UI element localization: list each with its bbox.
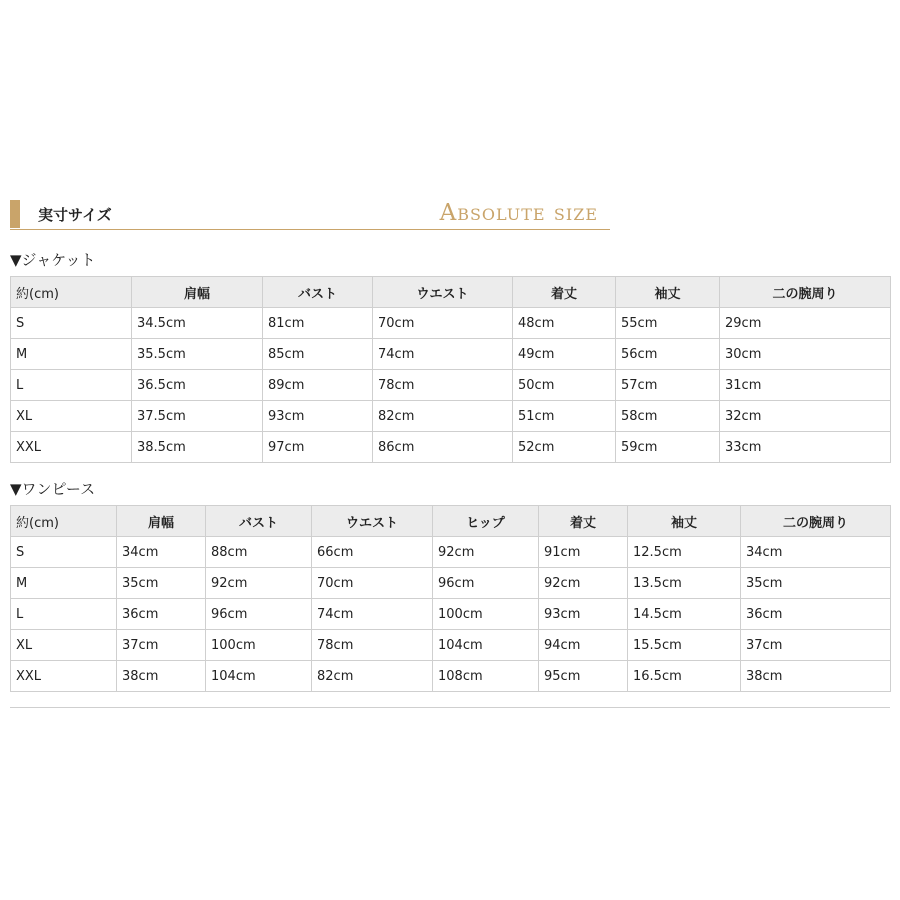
size-label-cell: L xyxy=(11,599,117,630)
size-label-cell: M xyxy=(11,568,117,599)
jacket-section-title: ▼ジャケット xyxy=(10,251,96,269)
measurement-cell: 50cm xyxy=(513,370,616,401)
measurement-cell: 52cm xyxy=(513,432,616,463)
measurement-cell: 35.5cm xyxy=(132,339,263,370)
measurement-cell: 88cm xyxy=(206,537,312,568)
measurement-cell: 91cm xyxy=(539,537,628,568)
table-row xyxy=(11,661,891,692)
measurement-cell: 38cm xyxy=(117,661,206,692)
column-header: 着丈 xyxy=(539,506,628,537)
table-header-row xyxy=(11,277,891,308)
measurement-cell: 57cm xyxy=(616,370,720,401)
measurement-cell: 32cm xyxy=(720,401,891,432)
table-row xyxy=(11,339,891,370)
column-header: 二の腕周り xyxy=(720,277,891,308)
header-english-title: Absolute size xyxy=(439,200,598,226)
table-row xyxy=(11,401,891,432)
onepiece-section-title: ▼ワンピース xyxy=(10,480,96,498)
column-header: 二の腕周り xyxy=(741,506,891,537)
measurement-cell: 96cm xyxy=(206,599,312,630)
measurement-cell: 33cm xyxy=(720,432,891,463)
measurement-cell: 34cm xyxy=(741,537,891,568)
section-header xyxy=(10,200,610,230)
measurement-cell: 89cm xyxy=(263,370,373,401)
measurement-cell: 16.5cm xyxy=(628,661,741,692)
column-header: バスト xyxy=(206,506,312,537)
measurement-cell: 85cm xyxy=(263,339,373,370)
measurement-cell: 49cm xyxy=(513,339,616,370)
measurement-cell: 82cm xyxy=(312,661,433,692)
header-title: 実寸サイズ xyxy=(38,206,112,224)
measurement-cell: 92cm xyxy=(433,537,539,568)
measurement-cell: 86cm xyxy=(373,432,513,463)
measurement-cell: 82cm xyxy=(373,401,513,432)
header-underline xyxy=(10,229,610,230)
table-row xyxy=(11,537,891,568)
column-header: 着丈 xyxy=(513,277,616,308)
column-header: 肩幅 xyxy=(132,277,263,308)
size-label-cell: XL xyxy=(11,630,117,661)
size-label-cell: L xyxy=(11,370,132,401)
measurement-cell: 31cm xyxy=(720,370,891,401)
measurement-cell: 37cm xyxy=(117,630,206,661)
size-label-cell: S xyxy=(11,308,132,339)
measurement-cell: 13.5cm xyxy=(628,568,741,599)
size-label-cell: XXL xyxy=(11,432,132,463)
column-header: 袖丈 xyxy=(628,506,741,537)
column-header: ヒップ xyxy=(433,506,539,537)
measurement-cell: 92cm xyxy=(206,568,312,599)
measurement-cell: 97cm xyxy=(263,432,373,463)
measurement-cell: 100cm xyxy=(206,630,312,661)
measurement-cell: 12.5cm xyxy=(628,537,741,568)
measurement-cell: 35cm xyxy=(741,568,891,599)
measurement-cell: 36cm xyxy=(741,599,891,630)
table-row xyxy=(11,599,891,630)
measurement-cell: 36.5cm xyxy=(132,370,263,401)
table-row xyxy=(11,432,891,463)
measurement-cell: 108cm xyxy=(433,661,539,692)
measurement-cell: 29cm xyxy=(720,308,891,339)
measurement-cell: 37cm xyxy=(741,630,891,661)
measurement-cell: 74cm xyxy=(312,599,433,630)
measurement-cell: 38cm xyxy=(741,661,891,692)
table-header-row xyxy=(11,506,891,537)
measurement-cell: 70cm xyxy=(312,568,433,599)
measurement-cell: 56cm xyxy=(616,339,720,370)
size-label-cell: S xyxy=(11,537,117,568)
measurement-cell: 74cm xyxy=(373,339,513,370)
measurement-cell: 94cm xyxy=(539,630,628,661)
size-label-cell: XL xyxy=(11,401,132,432)
measurement-cell: 96cm xyxy=(433,568,539,599)
measurement-cell: 81cm xyxy=(263,308,373,339)
measurement-cell: 100cm xyxy=(433,599,539,630)
measurement-cell: 34cm xyxy=(117,537,206,568)
column-header: 約(cm) xyxy=(11,277,132,308)
measurement-cell: 66cm xyxy=(312,537,433,568)
size-label-cell: M xyxy=(11,339,132,370)
measurement-cell: 78cm xyxy=(312,630,433,661)
column-header: バスト xyxy=(263,277,373,308)
size-label-cell: XXL xyxy=(11,661,117,692)
measurement-cell: 55cm xyxy=(616,308,720,339)
measurement-cell: 70cm xyxy=(373,308,513,339)
bottom-divider xyxy=(10,707,890,708)
measurement-cell: 38.5cm xyxy=(132,432,263,463)
table-row xyxy=(11,308,891,339)
measurement-cell: 15.5cm xyxy=(628,630,741,661)
onepiece-size-table xyxy=(10,505,891,692)
measurement-cell: 36cm xyxy=(117,599,206,630)
measurement-cell: 95cm xyxy=(539,661,628,692)
measurement-cell: 104cm xyxy=(433,630,539,661)
measurement-cell: 30cm xyxy=(720,339,891,370)
measurement-cell: 35cm xyxy=(117,568,206,599)
measurement-cell: 59cm xyxy=(616,432,720,463)
table-row xyxy=(11,630,891,661)
measurement-cell: 34.5cm xyxy=(132,308,263,339)
measurement-cell: 37.5cm xyxy=(132,401,263,432)
column-header: 肩幅 xyxy=(117,506,206,537)
measurement-cell: 14.5cm xyxy=(628,599,741,630)
measurement-cell: 93cm xyxy=(263,401,373,432)
header-accent-bar xyxy=(10,200,20,228)
table-row xyxy=(11,568,891,599)
measurement-cell: 48cm xyxy=(513,308,616,339)
measurement-cell: 51cm xyxy=(513,401,616,432)
table-row xyxy=(11,370,891,401)
column-header: ウエスト xyxy=(373,277,513,308)
column-header: ウエスト xyxy=(312,506,433,537)
measurement-cell: 104cm xyxy=(206,661,312,692)
measurement-cell: 93cm xyxy=(539,599,628,630)
column-header: 約(cm) xyxy=(11,506,117,537)
measurement-cell: 78cm xyxy=(373,370,513,401)
measurement-cell: 58cm xyxy=(616,401,720,432)
measurement-cell: 92cm xyxy=(539,568,628,599)
jacket-size-table xyxy=(10,276,891,463)
column-header: 袖丈 xyxy=(616,277,720,308)
